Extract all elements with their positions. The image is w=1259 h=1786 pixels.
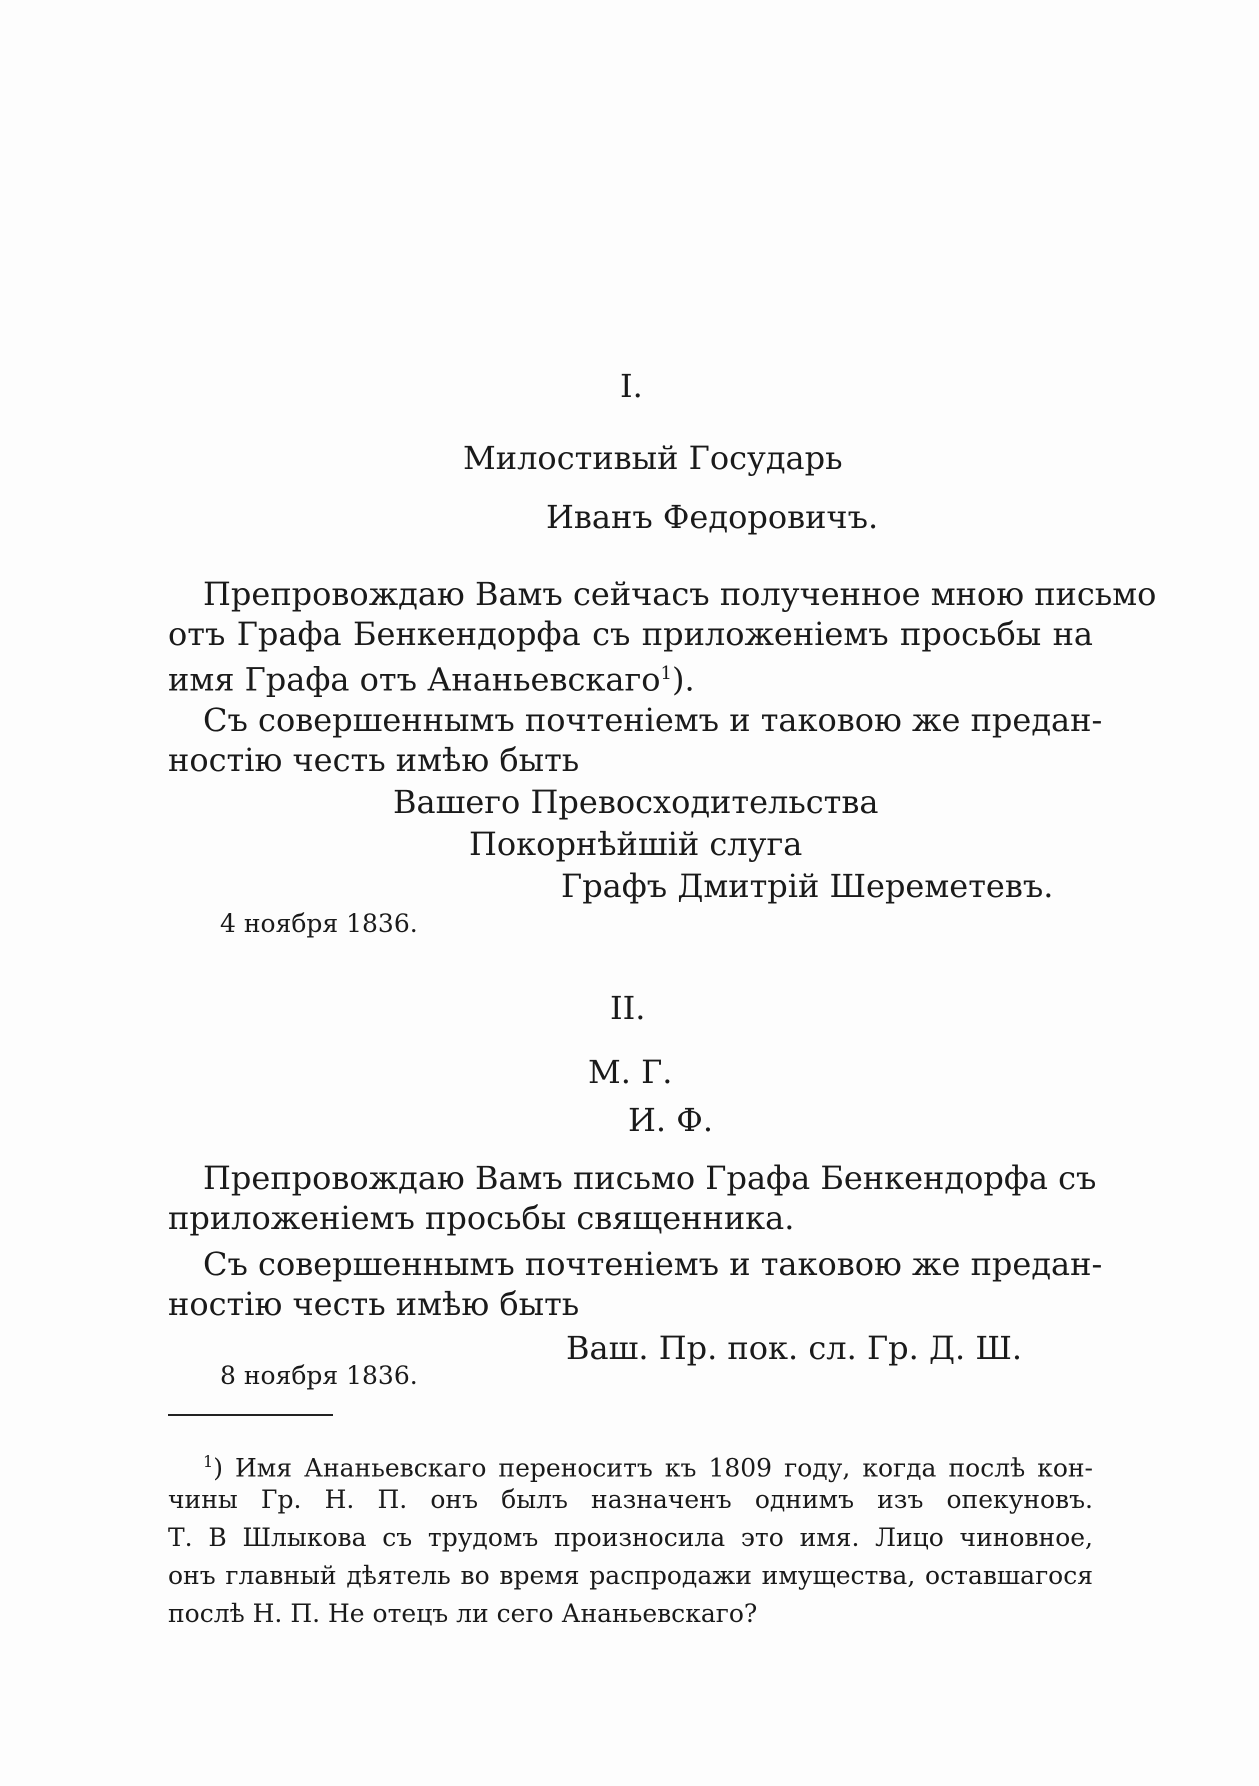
letter1-signature-line1: Вашего Превосходительства [393,783,879,821]
footnote-line4: онъ главный дѣятель во время распродажи имущества, оставшагося [168,1561,1093,1590]
letter1-body-line3-text: имя Графа отъ Ананьевскаго [168,660,661,699]
footnote-line5: послѣ Н. П. Не отецъ ли сего Ананьевскаго? [168,1599,758,1628]
letter2-body-line1: Препровождаю Вамъ письмо Графа Бенкендорфа съ [203,1159,1097,1197]
letter2-salutation-line1: М. Г. [588,1053,673,1091]
letter2-closing-line1: Съ совершеннымъ почтеніемъ и таковою же предан- [203,1245,1103,1283]
footnote-line3: Т. В Шлыкова съ трудомъ произносила это имя. Лицо чиновное, [168,1523,1093,1552]
letter1-numeral: I. [620,367,643,405]
footnote-line2: чины Гр. Н. П. онъ былъ назначенъ однимъ изъ опекуновъ. [168,1485,1093,1514]
letter1-closing-line2: ностію честь имѣю быть [168,741,580,779]
footnote-rule [168,1414,333,1416]
letter1-signature-line2: Покорнѣйшій слуга [469,825,803,863]
letter2-date: 8 ноября 1836. [220,1361,418,1390]
footnote-ref-1: 1 [660,663,672,684]
footnote-line1-text: ) Имя Ананьевскаго переноситъ къ 1809 году, когда послѣ кон- [213,1453,1093,1483]
letter1-body-line1: Препровождаю Вамъ сейчасъ полученное мною письмо [203,575,1157,613]
footnote-marker: 1 [203,1452,214,1471]
letter2-signature: Ваш. Пр. пок. сл. Гр. Д. Ш. [566,1329,1023,1367]
letter1-closing-line1: Съ совершеннымъ почтеніемъ и таковою же предан- [203,701,1103,739]
letter1-body-line3 [168,654,695,700]
letter1-body-line2: отъ Графа Бенкендорфа съ приложеніемъ просьбы на [168,615,1093,653]
letter2-body-line2: приложеніемъ просьбы священника. [168,1199,795,1237]
letter1-salutation-line1: Милостивый Государь [463,439,843,477]
letter1-salutation-line2: Иванъ Федоровичъ. [546,498,879,536]
footnote-line1 [203,1446,1093,1484]
letter2-numeral: II. [610,989,646,1027]
letter2-closing-line2: ностію честь имѣю быть [168,1285,580,1323]
letter1-date: 4 ноября 1836. [220,909,418,938]
letter2-salutation-line2: И. Ф. [628,1101,713,1139]
letter1-signature-line3: Графъ Дмитрій Шереметевъ. [561,867,1054,905]
letter1-body-line3-end: ). [671,660,695,699]
